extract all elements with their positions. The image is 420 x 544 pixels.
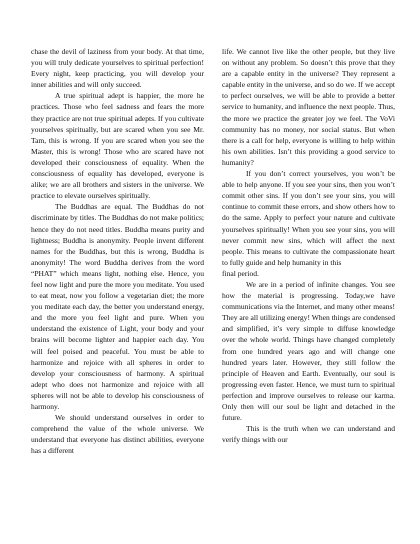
paragraph: We are in a period of infinite changes. You see how the material is progressing. Today,we have communications via the Internet, and many other means! They are all utilizing energy! When things are condensed and simplified, it’s very simple to diffuse knowledge over the whole world. Things have changed completely from one hundred years ago and will change one hundred years later. However, they still follow the principle of Heaven and Earth. Eventually, our soul is progressing even faster. Hence, we must turn to spiritual perfection and improve ourselves to release our karma. Only then will our soul be light and detached in the future. bbox=[222, 279, 395, 423]
paragraph: We should understand ourselves in order to comprehend the value of the whole universe. We understand that everyone has distinct abilities, everyone has a different bbox=[31, 413, 204, 456]
paragraph: This is the truth when we can understand and verify things with our bbox=[222, 424, 395, 445]
paragraph: A true spiritual adept is happier, the more he practices. Those who feel sadness and fears the more they practice are not true spiritual adepts. If you cultivate yourselves spiritually, but are scared when you see Mr. Tam, this is wrong. If you are scared when you see the Master, this is wrong! Those who are scared have not developed their consciousness of equality. When the consciousness of equality has developed, everyone is alike; we are all brothers and sisters in the universe. We practice to elevate ourselves spiritually. bbox=[31, 91, 204, 201]
paragraph: chase the devil of laziness from your body. At that time, you will truly dedicate yourselves to spiritual perfection! Every night, keep practicing, you will develop your inner abilities and will only succeed. bbox=[31, 47, 204, 90]
paragraph: The Buddhas are equal. The Buddhas do not discriminate by titles. The Buddhas do not make politics; hence they do not need titles. Buddha means purity and lightness; Buddha is anonymity. People invent different names for the Buddhas, but this is wrong, Buddha is anonymity! The word Buddha derives from the word “PHAT” which means light, nothing else. Hence, you feel now light and pure the more you meditate. You used to eat meat, now you follow a vegetarian diet; the more you meditate each day, the better you understand energy, and the more you feel light and pure. When you understand the existence of Light, your body and your brains will become lighter and happier each day. You will feel poised and peaceful. You must be able to harmonize and rejoice with all spheres in order to develop your consciousness of harmony. A spiritual adept who does not harmonize and rejoice with all spheres will not be able to develop his consciousness of harmony. bbox=[31, 202, 204, 411]
paragraph: life. We cannot live like the other people, but they live on without any problem. So doesn’t this prove that they are a capable entity in the universe? They represent a capable entity in the universe, and so do we. If we accept to perfect ourselves, we will be able to provide a better service to humanity, and influence the next people. Thus, the more we practice the greater joy we feel. The VoVi community has no money, nor social status. But when there is a call for help, everyone is willing to help within his own abilities. Isn’t this providing a good service to humanity? bbox=[222, 47, 395, 167]
paragraph: If you don’t correct yourselves, you won’t be able to help anyone. If you see your sins, then you won’t commit other sins. If you don’t see your sins, you will continue to commit these errors, and show others how to do the same. Apply to perfect your nature and cultivate yourselves spiritually! When you see your sins, you will never commit new sins, which will affect the next people. This means to cultivate the compassionate heart to fully guide and help humanity in this bbox=[222, 169, 395, 267]
left-column bbox=[31, 46, 204, 456]
paragraph: final period. bbox=[222, 268, 259, 278]
right-column bbox=[222, 46, 395, 445]
